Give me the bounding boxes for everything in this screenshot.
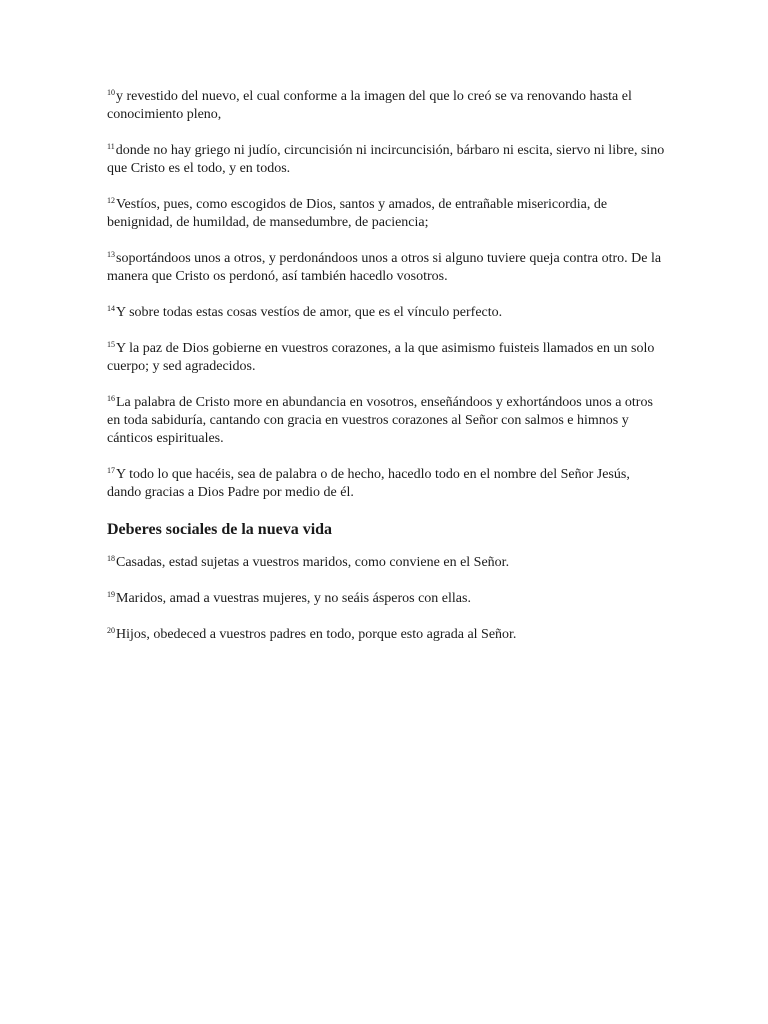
verse-number: 20 (107, 626, 115, 635)
verse-number: 19 (107, 590, 115, 599)
verse-number: 16 (107, 394, 115, 403)
verse-19 (107, 590, 667, 608)
document-page (107, 88, 667, 662)
verse-number: 10 (107, 88, 115, 97)
verse-20 (107, 626, 667, 644)
verse-17 (107, 466, 667, 502)
verse-10 (107, 88, 667, 124)
verse-number: 18 (107, 554, 115, 563)
verse-text: Hijos, obedeced a vuestros padres en todo, porque esto agrada al Señor. (116, 627, 517, 642)
verse-12 (107, 196, 667, 232)
verse-text: soportándoos unos a otros, y perdonándoos unos a otros si alguno tuviere queja contra otro. De la manera que Cristo os perdonó, así también hacedlo vosotros. (107, 251, 662, 284)
verse-14 (107, 304, 667, 322)
verse-18 (107, 554, 667, 572)
verse-text: Y sobre todas estas cosas vestíos de amor, que es el vínculo perfecto. (116, 305, 503, 320)
verse-13 (107, 250, 667, 286)
verse-text: donde no hay griego ni judío, circuncisión ni incircuncisión, bárbaro ni escita, siervo ni libre, sino que Cristo es el todo, y en todos. (107, 143, 665, 176)
verse-text: Casadas, estad sujetas a vuestros maridos, como conviene en el Señor. (116, 555, 510, 570)
verse-text: Maridos, amad a vuestras mujeres, y no seáis ásperos con ellas. (116, 591, 471, 606)
verse-text: La palabra de Cristo more en abundancia en vosotros, enseñándoos y exhortándoos unos a otros en toda sabiduría, cantando con gracia en vuestros corazones al Señor con salmos e himnos y cánticos espirituales. (107, 395, 653, 446)
verse-number: 14 (107, 304, 115, 313)
verse-number: 15 (107, 340, 115, 349)
verse-number: 13 (107, 250, 115, 259)
verse-text: Y la paz de Dios gobierne en vuestros corazones, a la que asimismo fuisteis llamados en un solo cuerpo; y sed agradecidos. (107, 341, 655, 374)
verse-number: 17 (107, 466, 115, 475)
verse-11 (107, 142, 667, 178)
verse-number: 12 (107, 196, 115, 205)
verse-number: 11 (107, 142, 115, 151)
verse-16 (107, 394, 667, 448)
verse-15 (107, 340, 667, 376)
verse-text: y revestido del nuevo, el cual conforme a la imagen del que lo creó se va renovando hasta el conocimiento pleno, (107, 89, 632, 122)
verse-text: Vestíos, pues, como escogidos de Dios, santos y amados, de entrañable misericordia, de benignidad, de humildad, de mansedumbre, de paciencia; (107, 197, 608, 230)
verse-text: Y todo lo que hacéis, sea de palabra o de hecho, hacedlo todo en el nombre del Señor Jesús, dando gracias a Dios Padre por medio de él. (107, 467, 630, 500)
section-heading: Deberes sociales de la nueva vida (107, 521, 333, 538)
